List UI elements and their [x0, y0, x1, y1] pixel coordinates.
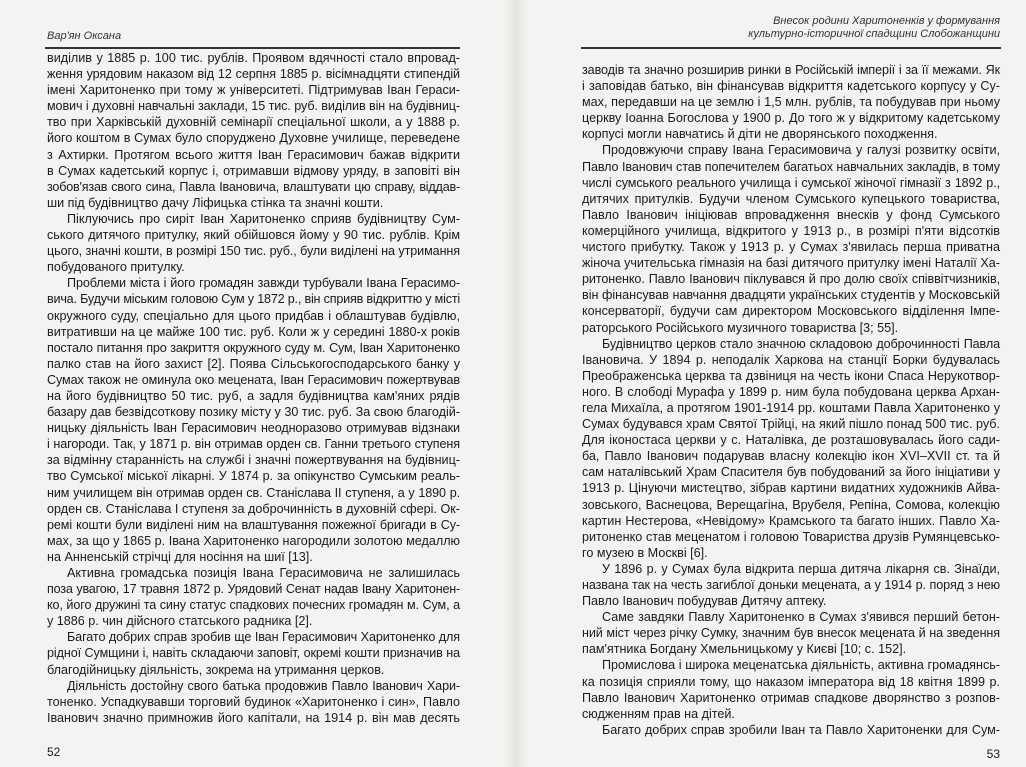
text-line: Павло Іванович ініціював впровадження внесків у фонд Сумського — [582, 207, 1000, 222]
header-title-line: Внесок родини Харитоненків у формування — [773, 15, 1000, 27]
text-line: гела Михаїла, а протягом 1901-1914 рр. коштами Павла Харитоненко у — [582, 400, 1000, 415]
text-line: тоненко. Успадкувавши торговий будинок «Харитоненко і син», Павло — [47, 694, 460, 709]
text-line: і заповідав батько, він фінансував відкриття кадетського корпусу у Су- — [582, 79, 1000, 94]
text-line: з Ахтирки. Протягом всього життя Іван Герасимович бажав відкрити — [47, 147, 460, 162]
paragraph — [582, 609, 1000, 657]
text-line: церкву Іоанна Богослова у 1900 р. До того ж у відкритому кадетському — [582, 111, 1000, 126]
text-line: Багато добрих справ зробив ще Іван Герасимович Харитоненко для — [67, 630, 460, 645]
text-line: ний міст через річку Сумку, значним був внесок мецената й на зведення — [582, 626, 1000, 641]
text-line: ба, Павло Іванович подарував власну колекцію ікон XVI–XVII ст. та й — [582, 449, 1000, 464]
text-line: 1913 р. Цінуючи мистецтво, зібрав картини видатних художників Айва- — [582, 481, 1000, 496]
header-title-line: культурно-історичної спадщини Слобожанщини — [748, 28, 1000, 40]
text-line: Діяльність достойну свого батька продовжив Павло Іванович Хари- — [67, 678, 460, 693]
text-line: вича. Будучи міським головою Сум у 1872 р., він сприяв відкриттю у місті — [47, 292, 460, 307]
text-line: Багато добрих справ зробили Іван та Павло Харитоненки для Сум- — [602, 722, 1000, 737]
text-line: рідної Сумщини і, навіть складаючи заповіт, окремі кошти призначив на — [47, 646, 460, 661]
paragraph — [582, 561, 1000, 609]
text-line: комерційного училища, відкритого у 1913 р., в розмірі п'яти відсотків — [582, 223, 1000, 238]
text-line: названа так на честь загиблої доньки мецената, а у 1914 р. поряд з нею — [582, 578, 1000, 592]
text-line: Іванович значно примножив його капітали, на 1914 р. він мав десять — [47, 710, 460, 725]
text-line: ним училищем він отримав орден св. Станіслава II ступеня, а у 1890 р. — [47, 485, 460, 500]
paragraph — [582, 722, 1000, 738]
text-line: пам'ятника Богдану Хмельницькому у Києві [10; с. 152]. — [582, 642, 907, 657]
text-line: в Сумах кадетський корпус і, отримавши відмову уряду, в заповіті він — [47, 163, 460, 178]
text-line: на Анненській стрічці для носіння на шиї [13]. — [47, 549, 313, 564]
paragraph — [47, 275, 460, 565]
text-line: ка позиція сприяли тому, що наказом імператора від 18 квітня 1899 р. — [582, 674, 1000, 689]
running-header-author: Вар'ян Оксана — [47, 30, 122, 42]
text-line: і нагороди. Так, у 1871 р. він отримав орден св. Ганни третього ступеня — [47, 437, 460, 452]
right-page — [513, 0, 1026, 767]
text-line: Павло Іванович побудував Дитячу аптеку. — [582, 594, 827, 609]
text-line: імені Харитоненко при тому ж університеті. Підтримував Іван Гераси- — [47, 83, 460, 98]
paragraph — [582, 142, 1000, 335]
text-line: тво при Харківській духовній семінарії спеціальної школи, а у 1888 р. — [47, 115, 460, 130]
text-line: Проблеми міста і його громадян завжди турбували Івана Герасимо- — [67, 276, 460, 291]
text-line: жіноча учительська гімназія на базі дитячого притулку імені Наталії Ха- — [582, 256, 1000, 271]
header-rule — [581, 47, 1001, 49]
text-line: він фінансував навчання двадцяти українських студентів у Московській — [582, 288, 1000, 303]
paragraph — [582, 657, 1000, 721]
paragraph — [47, 565, 460, 629]
text-line: мах, за що у 1865 р. Івана Харитоненко нагородили золотою медаллю — [47, 533, 460, 548]
text-line: Продовжуючи справу Івана Герасимовича у галузі розвитку освіти, — [602, 143, 1000, 158]
text-line: Павло Іванович Харитоненко отримав спадкове дворянство з розпов- — [582, 690, 1000, 705]
text-line: ши під будівництво дачу Ліфицька стінка та значні кошти. — [47, 195, 384, 210]
text-line: виділив у 1885 р. 100 тис. рублів. Проявом вдячності стало впровад- — [47, 51, 460, 65]
text-line: його коштом в Сумах було споруджено Духовне училище, переведене — [47, 131, 460, 146]
text-line: зовського, Васнецова, Верещагіна, Врубеля, Репіна, Сомова, колекцію — [582, 497, 1000, 512]
text-line: Будівництво церков стало значною складовою доброчинності Павла — [602, 336, 1000, 351]
text-line: Сумах будувався храм Святої Трійці, на який пішло понад 500 тис. руб. — [582, 417, 1000, 432]
running-header-title — [748, 15, 1000, 41]
text-line: базару дав безвідсоткову позику місту у 30 тис. руб. За свою благодій- — [47, 405, 460, 420]
text-line: зобов'язав свого сина, Павла Івановича, влаштувати цю справу, віддав- — [47, 179, 460, 194]
text-line: заводів та значно розширив ринки в Російській імперії і за її межами. Як — [582, 63, 1000, 77]
page-number: 53 — [986, 747, 1000, 761]
paragraph — [582, 336, 1000, 561]
text-line: тво Сумської міської лікарні. У 1874 р. за опікунство Сумським реаль- — [47, 469, 460, 484]
text-line: на його будівництво 50 тис. руб, а задля будівництва кам'яних рядів — [47, 388, 460, 403]
paragraph — [47, 629, 460, 677]
text-line: орден св. Станіслава I ступеня за доброчинність в духовній сфері. Ок- — [47, 501, 460, 516]
paragraph — [47, 678, 460, 726]
paragraph — [47, 50, 460, 211]
text-line: раторського Російського музичного товариства [3; 55]. — [582, 320, 899, 335]
text-line: Івановича. У 1894 р. неподалік Харкова на станції Борки будувалась — [582, 352, 1000, 367]
text-line: благодійницьку діяльність, зокрема на утримання церков. — [47, 662, 385, 677]
page-body — [47, 50, 460, 726]
text-line: Піклуючись про сиріт Іван Харитоненко сприяв будівництву Сум- — [67, 211, 460, 226]
text-line: палко став на його захист [2]. Поява Сільськогосподарського банку у — [47, 356, 460, 371]
text-line: ського дитячого притулку, який обійшовся йому у 90 тис. рублів. Крім — [47, 228, 460, 243]
text-line: дитячих притулків. Будучи членом Сумського купецького товариства, — [582, 191, 1000, 206]
text-line: поза увагою, 17 травня 1872 р. Урядовий Сенат надав Івану Харитонен- — [47, 582, 460, 597]
text-line: ного. В слободі Мурафа у 1899 р. ним була побудована церква Архан- — [582, 384, 1000, 399]
text-line: консерваторії, будучи сам директором Московського відділення Імпе- — [582, 304, 1000, 319]
text-line: цього, значні кошти, в розмірі 150 тис. руб., були виділені на утримання — [47, 244, 460, 259]
text-line: Сумах також не оминула око мецената, Іван Герасимович пожертвував — [47, 372, 460, 387]
text-line: Для іконостаса церкви у с. Наталівка, де розташовувалась його сади- — [582, 433, 1000, 448]
paragraph — [582, 62, 1000, 142]
text-line: го музею в Москві [6]. — [582, 545, 708, 560]
text-line: мович і духовні навчальні заклади, 15 тис. руб. виділив він на будівниц- — [47, 99, 460, 114]
text-line: сам наталівський Храм Спасителя був побудований за його ініціативи у — [582, 465, 1000, 480]
text-line: чистого прибутку. Також у 1913 р. у Сумах з'явилась перша приватна — [582, 240, 1000, 255]
text-line: ремі кошти були виділені ним на влаштування пожежної бригади в Су- — [47, 517, 460, 532]
text-line: окружного суду, спеціально для цього придбав і облаштував будівлю, — [47, 308, 460, 323]
text-line: картин Нестерова, «Невідому» Крамського та багато інших. Павло Ха- — [582, 513, 1000, 528]
page-number: 52 — [47, 745, 61, 759]
header-rule — [45, 47, 460, 49]
text-line: Промислова і широка меценатська діяльність, активна громадянсь- — [602, 658, 1000, 673]
text-line: Павло Іванович став попечителем багатьох навчальних закладів, в тому — [582, 159, 1000, 174]
text-line: ницьку діяльність Іван Герасимович неодноразово отримував відзнаки — [47, 421, 460, 436]
text-line: ко, його дружині та сину статус спадкових почесних громадян м. Сум, а — [47, 598, 460, 613]
text-line: у 1886 р. чин дійсного статського радника [2]. — [47, 614, 313, 629]
text-line: ження урядовим наказом від 12 серпня 1885 р. вісімнадцяти стипендій — [47, 67, 460, 82]
text-line: постало питання про закриття окружного суду м. Сум, Іван Харитоненко — [47, 340, 460, 355]
paragraph — [47, 211, 460, 275]
text-line: Преображенська церква та дзвіниця на честь ікони Спаса Нерукотвор- — [582, 368, 1000, 383]
text-line: за відмінну старанність на службі і значні пожертвування на будівниц- — [47, 453, 460, 468]
text-line: ритоненко. Павло Іванович піклувався й про долю своїх співвітчизників, — [582, 272, 1000, 287]
text-line: Активна громадська позиція Івана Герасимовича не залишилась — [67, 566, 460, 580]
text-line: Саме завдяки Павлу Харитоненко в Сумах з'явився перший бетон- — [602, 610, 1000, 625]
text-line: витративши на це майже 100 тис. руб. Коли ж у середині 1880-х років — [47, 324, 460, 339]
text-line: ритоненко став меценатом і головою Товариства друзів Румянцевсько- — [582, 529, 1000, 544]
text-line: числі сумського реального училища і сумської жіночої гімназії з 1892 р., — [582, 175, 1000, 190]
text-line: корпусі могли навчатись й діти не дворянського походження. — [582, 127, 938, 142]
text-line: У 1896 р. у Сумах була відкрита перша дитяча лікарня св. Зінаїди, — [602, 561, 1000, 576]
text-line: сюдженням прав на дітей. — [582, 706, 735, 721]
text-line: побудованого притулку. — [47, 260, 185, 275]
page-body — [582, 62, 1000, 738]
text-line: мах, передавши на це землю і 1,5 млн. рублів, та побудував при ньому — [582, 95, 1000, 110]
